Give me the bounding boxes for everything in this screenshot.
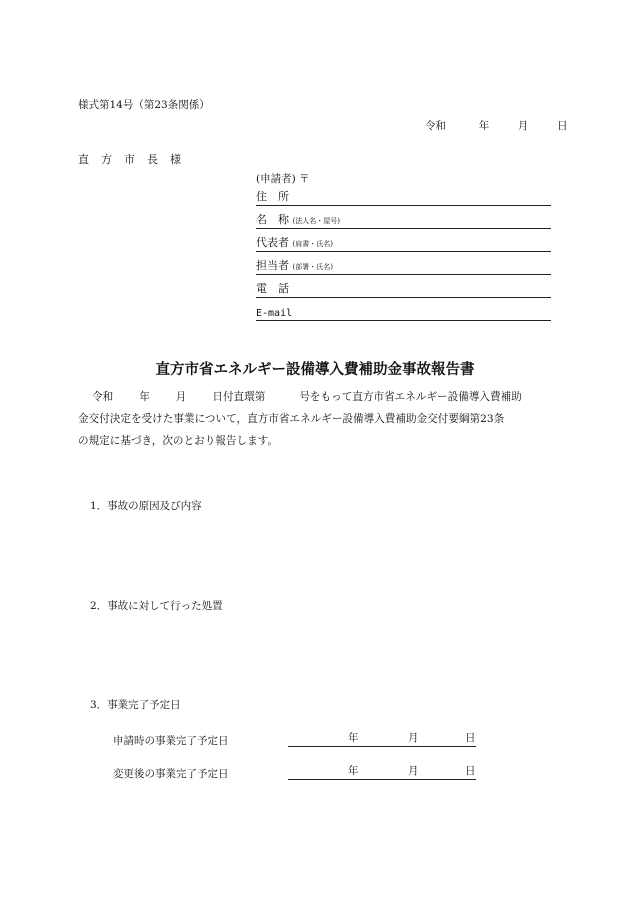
body-era: 令和 — [92, 391, 114, 403]
body-line-3: の規定に基づき，次のとおり報告します。 — [78, 435, 279, 447]
changed-month: 月 — [408, 765, 419, 777]
changed-completion-date-field[interactable] — [288, 764, 476, 780]
body-year: 年 — [139, 391, 150, 403]
contact-person-label: 担当者 — [256, 259, 289, 272]
planned-year: 年 — [348, 732, 359, 744]
phone-label: 電 話 — [256, 282, 289, 295]
email-field[interactable] — [256, 303, 551, 321]
representative-sublabel: (肩書・氏名) — [292, 240, 333, 248]
body-month: 月 — [175, 391, 187, 403]
body-line-1 — [78, 386, 552, 408]
representative-label: 代表者 — [256, 236, 289, 249]
name-label: 名 称 — [256, 213, 289, 226]
changed-completion-label: 変更後の事業完了予定日 — [113, 768, 229, 780]
body-line-2: 金交付決定を受けた事業について，直方市省エネルギー設備導入費補助金交付要綱第23条 — [78, 413, 505, 425]
body-rest: 号をもって直方市省エネルギー設備導入費補助 — [299, 391, 522, 403]
date-era: 令和 — [425, 120, 446, 132]
changed-day: 日 — [465, 765, 476, 777]
contact-person-field[interactable] — [256, 257, 551, 275]
date-day: 日 — [557, 120, 568, 132]
planned-completion-label: 申請時の事業完了予定日 — [113, 735, 229, 747]
address-field[interactable] — [256, 188, 551, 206]
date-line — [425, 118, 568, 133]
representative-field[interactable] — [256, 234, 551, 252]
contact-person-sublabel: (部署・氏名) — [292, 263, 333, 271]
planned-completion-date-field[interactable] — [288, 731, 476, 747]
applicant-label: (申請者) 〒 — [256, 173, 310, 185]
body-date-ref: 日付直環第 — [212, 391, 266, 403]
form-number: 様式第14号（第23条関係） — [78, 99, 210, 111]
planned-day: 日 — [465, 732, 476, 744]
name-sublabel: (法人名・屋号) — [292, 217, 340, 225]
name-field[interactable] — [256, 211, 551, 229]
section-1-heading: 1．事故の原因及び内容 — [90, 500, 202, 512]
date-month: 月 — [517, 120, 529, 132]
date-year: 年 — [478, 120, 490, 132]
changed-year: 年 — [348, 765, 359, 777]
document-title: 直方市省エネルギー設備導入費補助金事故報告書 — [155, 361, 475, 378]
planned-month: 月 — [408, 732, 419, 744]
section-2-heading: 2．事故に対して行った処置 — [90, 600, 223, 612]
addressee: 直方市長様 — [78, 153, 193, 166]
section-3-heading: 3．事業完了予定日 — [90, 699, 181, 711]
email-label: E-mail — [256, 308, 293, 319]
address-label: 住 所 — [256, 190, 289, 203]
body-text — [78, 386, 552, 452]
phone-field[interactable] — [256, 280, 551, 298]
